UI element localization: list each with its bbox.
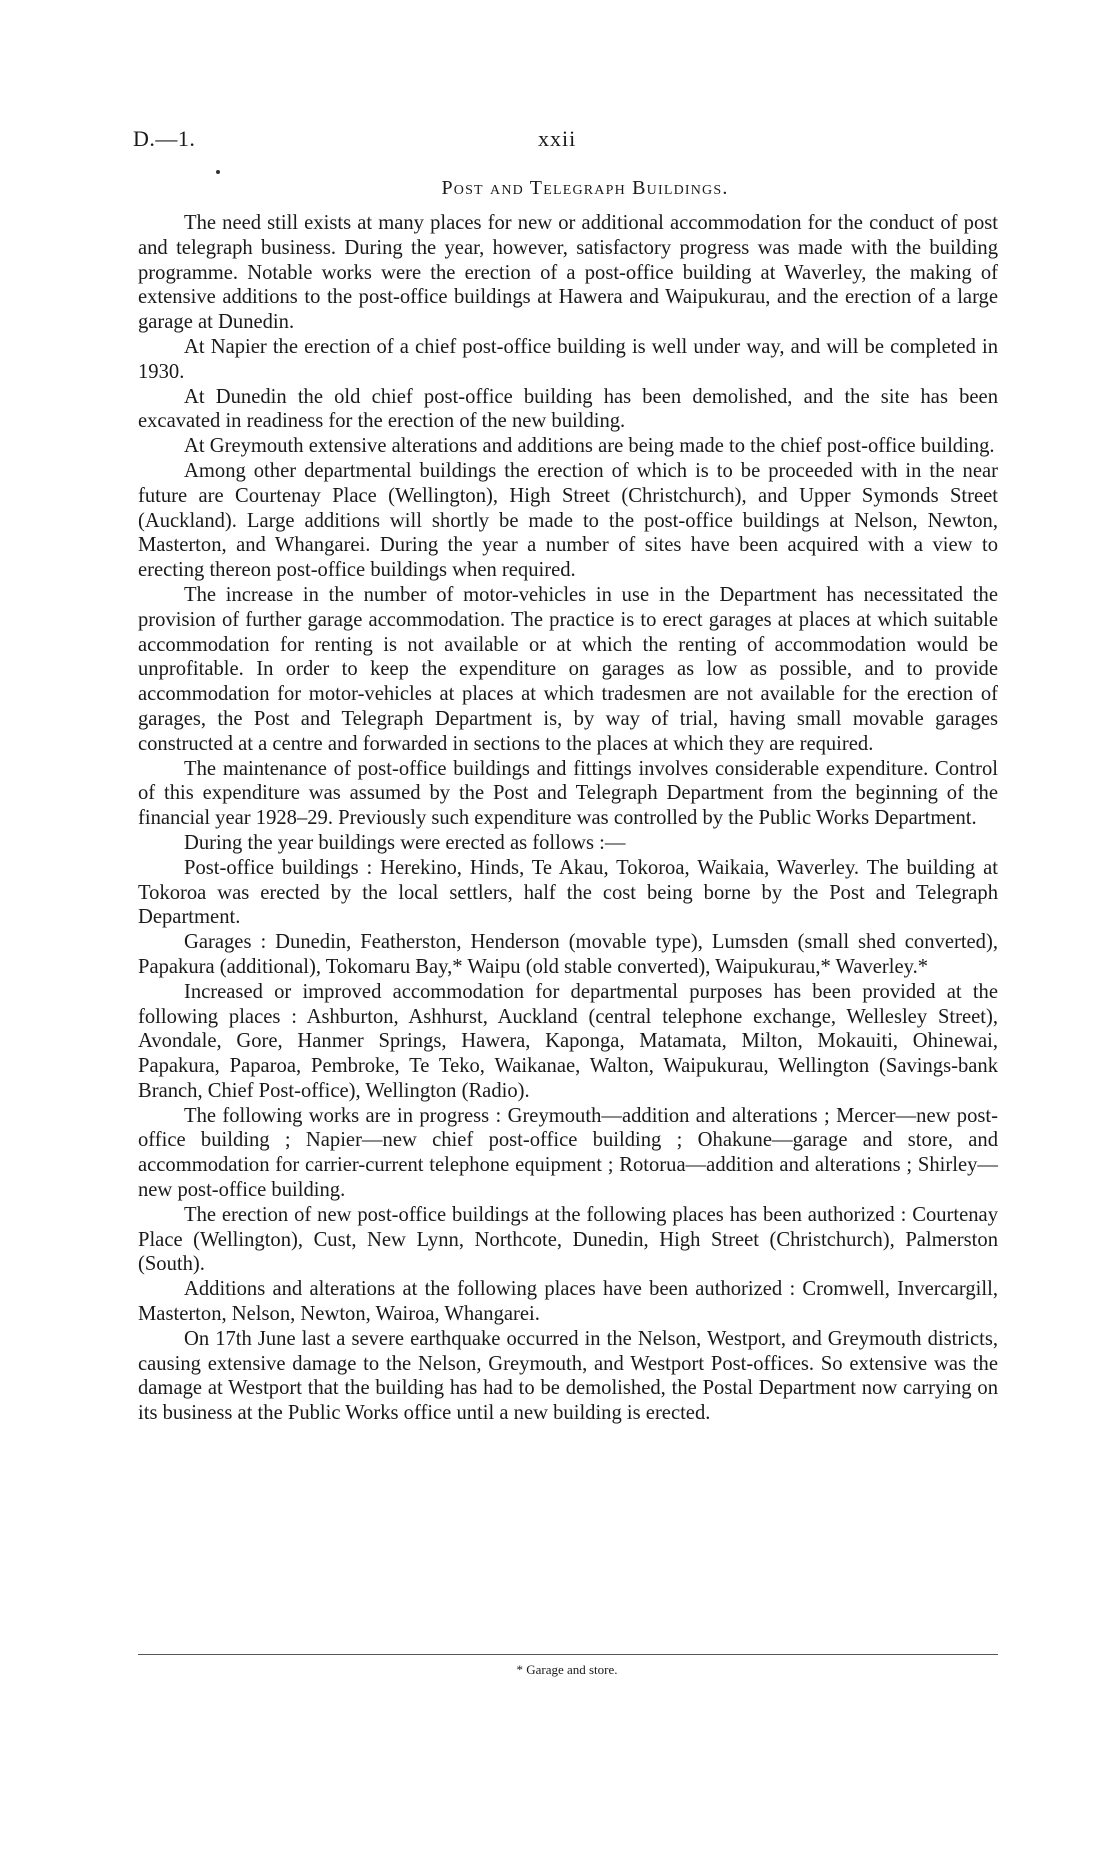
footnote: * Garage and store. [516,1662,618,1677]
paragraph: Among other departmental buildings the erection of which is to be proceeded with in the near future are Courtenay Place (Wellington), High Street (Christchurch), and Upper Symonds Street (Auckland). Large additions will shortly be made to the post-office buildings at Nelson, Newton, Masterton, and Whangarei. During the year a number of sites have been acquired with a view to erecting thereon post-office buildings when required. [138,459,998,582]
paragraph: At Napier the erection of a chief post-office building is well under way, and will be completed in 1930. [138,335,998,383]
body-text [138,211,998,1426]
page-number: xxii [538,126,577,151]
section-title: Post and Telegraph Buildings. [441,177,729,199]
paragraph: The need still exists at many places for new or additional accommodation for the conduct of post and telegraph business. During the year, however, satisfactory progress was made with the building programme. Notable works were the erection of a post-office building at Waverley, the making of extensive additions to the post-office buildings at Hawera and Waipukurau, and the erection of a large garage at Dunedin. [138,212,998,334]
paragraph: The following works are in progress : Greymouth—addition and alterations ; Mercer—new post-office building ; Napier—new chief post-office building ; Ohakune—garage and store, and accommodation for carrier-current telephone equipment ; Rotorua—addition and alterations ; Shirley—new post-office building. [138,1104,998,1202]
paragraph: During the year buildings were erected as follows :— [184,831,626,854]
paragraph: At Greymouth extensive alterations and additions are being made to the chief post-office building. [184,435,995,458]
paragraph: Garages : Dunedin, Featherston, Henderson (movable type), Lumsden (small shed converted), Papakura (additional), Tokomaru Bay,* Waipu (old stable converted), Waipukurau,* Waverley.* [138,931,998,978]
paragraph: On 17th June last a severe earthquake occurred in the Nelson, Westport, and Greymouth districts, causing extensive damage to the Nelson, Greymouth, and Westport Post-offices. So extensive was the damage at Westport that the building has had to be demolished, the Postal Department now carrying on its business at the Public Works office until a new building is erected. [138,1327,998,1425]
paragraph: Additions and alterations at the following places have been authorized : Cromwell, Invercargill, Masterton, Nelson, Newton, Wairoa, Whangarei. [138,1278,998,1326]
paragraph: Increased or improved accommodation for departmental purposes has been provided at the following places : Ashburton, Ashhurst, Auckland (central telephone exchange, Wellesley Street), Avondale, Gore, Hanmer Springs, Hawera, Kaponga, Matamata, Milton, Mokauiti, Ohinewai, Papakura, Paparoa, Pembroke, Te Teko, Waikanae, Walton, Waipukurau, Wellington (Savings-bank Branch, Chief Post-office), Wellington (Radio). [138,980,998,1102]
document-reference: D.—1. [133,126,196,151]
paragraph: The maintenance of post-office buildings and fittings involves considerable expenditure. Control of this expenditure was assumed by the Post and Telegraph Department from the beginning of the financial year 1928–29. Previously such expenditure was controlled by the Public Works Department. [138,757,998,830]
paragraph: The increase in the number of motor-vehicles in use in the Department has necessitated the provision of further garage accommodation. The practice is to erect garages at places at which suitable accommodation for renting is not available or at which the renting of accommodation would be unprofitable. In order to keep the expenditure on garages as low as possible, and to provide accommodation for motor-vehicles at places at which tradesmen are not available for the erection of garages, the Post and Telegraph Department is, by way of trial, having small movable garages constructed at a centre and forwarded in sections to the places at which they are required. [138,583,998,755]
paragraph: At Dunedin the old chief post-office building has been demolished, and the site has been excavated in readiness for the erection of the new building. [138,385,998,433]
paragraph: Post-office buildings : Herekino, Hinds, Te Akau, Tokoroa, Waikaia, Waverley. The building at Tokoroa was erected by the local settlers, half the cost being borne by the Post and Telegraph Department. [138,856,998,929]
printing-speck [216,170,220,174]
paragraph: The erection of new post-office buildings at the following places has been authorized : Courtenay Place (Wellington), Cust, New Lynn, Northcote, Dunedin, High Street (Christchurch), Palmerston (South). [138,1203,998,1276]
footnote-rule [138,1654,998,1655]
